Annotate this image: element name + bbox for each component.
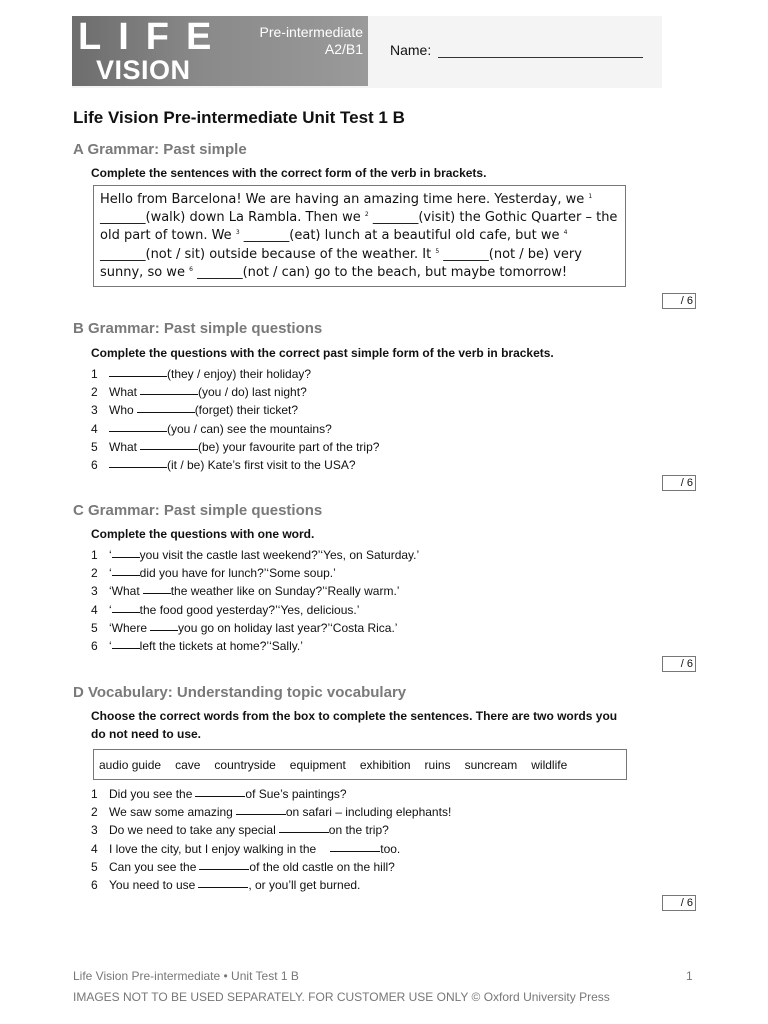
text-part: _______(not / can) go to the beach, but maybe tomorrow! — [197, 264, 568, 280]
question-item — [91, 858, 451, 876]
answer-blank[interactable] — [198, 876, 248, 888]
question-text-after: the food good yesterday?’‘Yes, delicious.’ — [139, 602, 360, 617]
name-label: Name: — [390, 42, 432, 58]
answer-blank[interactable] — [140, 383, 198, 395]
text-part: _______(eat) lunch at a beautiful old cafe, but we — [243, 228, 560, 244]
question-number: 5 — [91, 859, 98, 874]
question-item — [91, 821, 451, 839]
question-item — [91, 438, 379, 456]
gap-number: 3 — [235, 229, 240, 237]
question-item — [91, 582, 419, 600]
section-a-score-box: / 6 — [662, 293, 696, 309]
page-title: Life Vision Pre-intermediate Unit Test 1 B — [73, 108, 405, 127]
word-option: countryside — [214, 757, 276, 772]
question-number: 5 — [91, 620, 98, 635]
level-name: Pre-intermediate — [259, 24, 363, 40]
answer-blank[interactable] — [140, 438, 198, 450]
question-item — [91, 546, 419, 564]
question-number: 1 — [91, 548, 98, 562]
answer-blank[interactable] — [109, 420, 167, 432]
section-b-instruction: Complete the questions with the correct past simple form of the verb in brackets. — [91, 346, 554, 360]
question-text-after: the weather like on Sunday?’‘Really warm.’ — [170, 584, 400, 599]
question-text-after: you visit the castle last weekend?’‘Yes, on Saturday.’ — [139, 548, 420, 562]
footer-title: Life Vision Pre-intermediate • Unit Test 1 B — [73, 969, 299, 983]
level-label — [238, 24, 363, 58]
question-text-before: ‘What — [109, 584, 140, 599]
question-number: 2 — [91, 566, 98, 581]
section-c-title: C Grammar: Past simple questions — [73, 502, 323, 519]
answer-blank[interactable] — [109, 456, 167, 468]
question-number: 4 — [91, 841, 98, 856]
question-text-before: Did you see the — [109, 787, 193, 801]
instruction-line: Choose the correct words from the box to complete the sentences. There are two words you — [91, 709, 618, 723]
section-a-text-box — [93, 185, 626, 287]
answer-blank[interactable] — [143, 582, 171, 594]
text-part: _______(visit) the Gothic Quarter – the old part of town. We — [100, 210, 618, 244]
question-item — [91, 840, 451, 858]
question-number: 6 — [91, 878, 98, 893]
section-a-instruction: Complete the sentences with the correct form of the verb in brackets. — [91, 166, 487, 180]
page-number: 1 — [686, 969, 693, 983]
question-item — [91, 456, 379, 474]
section-d-instruction — [91, 707, 617, 743]
question-text-after: of Sue’s paintings? — [245, 787, 347, 801]
section-b-question-list — [91, 365, 379, 474]
word-option: ruins — [424, 757, 451, 772]
question-item — [91, 637, 419, 655]
gap-number: 1 — [588, 193, 593, 200]
text-part: _______(not / be) very sunny, so we — [100, 246, 582, 280]
logo-vision-text: VISION — [96, 55, 191, 85]
logo-life-text: LIFE — [78, 16, 229, 58]
name-field[interactable] — [438, 57, 643, 58]
gap-number: 6 — [189, 265, 193, 273]
question-text-after: you go on holiday last year?’‘Costa Rica.’ — [178, 620, 398, 635]
question-number: 6 — [91, 639, 98, 654]
question-text-after: on the trip? — [328, 823, 389, 838]
question-number: 3 — [91, 403, 98, 418]
question-text-after: on safari – including elephants! — [285, 805, 452, 820]
question-text-after: (you / can) see the mountains? — [167, 421, 332, 436]
question-number: 3 — [91, 584, 98, 599]
section-d-question-list — [91, 785, 451, 894]
question-text-before: Who — [109, 403, 134, 418]
question-text-before: ‘ — [109, 548, 112, 562]
section-b-title: B Grammar: Past simple questions — [73, 320, 323, 337]
answer-blank[interactable] — [112, 546, 140, 558]
instruction-line: do not need to use. — [91, 727, 201, 741]
question-item — [91, 601, 419, 619]
question-text-before: What — [109, 385, 138, 400]
answer-blank[interactable] — [199, 858, 249, 870]
gap-number: 2 — [364, 211, 369, 219]
answer-blank[interactable] — [112, 601, 140, 613]
question-item — [91, 619, 419, 637]
question-number: 4 — [91, 421, 98, 436]
word-option: cave — [175, 757, 201, 772]
question-item — [91, 876, 451, 894]
question-text-before: ‘ — [109, 566, 112, 581]
word-option: suncream — [464, 757, 518, 772]
question-text-before: What — [109, 439, 138, 454]
question-item — [91, 785, 451, 803]
text-part: Hello from Barcelona! We are having an amazing time here. Yesterday, we — [100, 192, 585, 207]
question-number: 3 — [91, 823, 98, 838]
question-number: 1 — [91, 787, 98, 801]
question-item — [91, 365, 379, 383]
question-item — [91, 401, 379, 419]
question-text-after: too. — [380, 841, 401, 856]
answer-blank[interactable] — [330, 840, 380, 852]
question-item — [91, 383, 379, 401]
answer-blank[interactable] — [112, 564, 140, 576]
gap-number: 5 — [435, 247, 440, 255]
section-b-score-box: / 6 — [662, 475, 696, 491]
question-text-after: (forget) their ticket? — [194, 403, 299, 418]
text-part: _______(not / sit) outside because of the weather. It — [100, 246, 432, 262]
question-text-before: You need to use — [109, 878, 196, 893]
question-number: 4 — [91, 602, 98, 617]
question-item — [91, 564, 419, 582]
question-text-after: of the old castle on the hill? — [249, 859, 395, 874]
question-number: 2 — [91, 385, 98, 400]
question-text-after: (it / be) Kate’s first visit to the USA? — [167, 458, 356, 473]
question-text-before: Do we need to take any special — [109, 823, 276, 838]
question-text-after: (be) your favourite part of the trip? — [198, 439, 380, 454]
question-text-after: , or you’ll get burned. — [248, 878, 361, 893]
question-text-before: I love the city, but I enjoy walking in the — [109, 841, 317, 856]
question-item — [91, 420, 379, 438]
answer-blank[interactable] — [236, 803, 286, 815]
question-text-after: (you / do) last night? — [198, 385, 307, 400]
section-c-score-box: / 6 — [662, 656, 696, 672]
answer-blank[interactable] — [195, 785, 245, 797]
word-option: exhibition — [359, 757, 411, 772]
section-d-title: D Vocabulary: Understanding topic vocabulary — [73, 684, 407, 701]
question-text-before: Can you see the — [109, 859, 197, 874]
section-d-score-box: / 6 — [662, 895, 696, 911]
footer-copyright: IMAGES NOT TO BE USED SEPARATELY. FOR CUSTOMER USE ONLY © Oxford University Press — [73, 990, 610, 1004]
question-text-before: ‘ — [109, 639, 112, 654]
question-number: 1 — [91, 367, 98, 381]
answer-blank[interactable] — [150, 619, 178, 631]
section-c-question-list — [91, 546, 419, 655]
question-text-after: did you have for lunch?’‘Some soup.’ — [139, 566, 336, 581]
question-number: 6 — [91, 458, 98, 473]
gap-number: 4 — [563, 229, 568, 237]
answer-blank[interactable] — [137, 401, 195, 413]
word-option: equipment — [289, 757, 346, 772]
question-number: 2 — [91, 805, 98, 820]
word-option: audio guide — [99, 757, 162, 772]
answer-blank[interactable] — [279, 821, 329, 833]
question-item — [91, 803, 451, 821]
question-number: 5 — [91, 439, 98, 454]
question-text-after: left the tickets at home?’‘Sally.’ — [139, 639, 303, 654]
section-c-instruction: Complete the questions with one word. — [91, 527, 315, 541]
word-box — [93, 749, 627, 780]
question-text-before: We saw some amazing — [109, 805, 233, 820]
question-text-after: (they / enjoy) their holiday? — [167, 367, 312, 381]
level-cefr: A2/B1 — [324, 41, 363, 57]
answer-blank[interactable] — [112, 637, 140, 649]
answer-blank[interactable] — [109, 365, 167, 377]
question-text-before: ‘Where — [109, 620, 148, 635]
text-part: _______(walk) down La Rambla. Then we — [100, 210, 361, 226]
section-a-title: A Grammar: Past simple — [73, 141, 247, 158]
question-text-before: ‘ — [109, 602, 112, 617]
word-option: wildlife — [531, 757, 568, 772]
